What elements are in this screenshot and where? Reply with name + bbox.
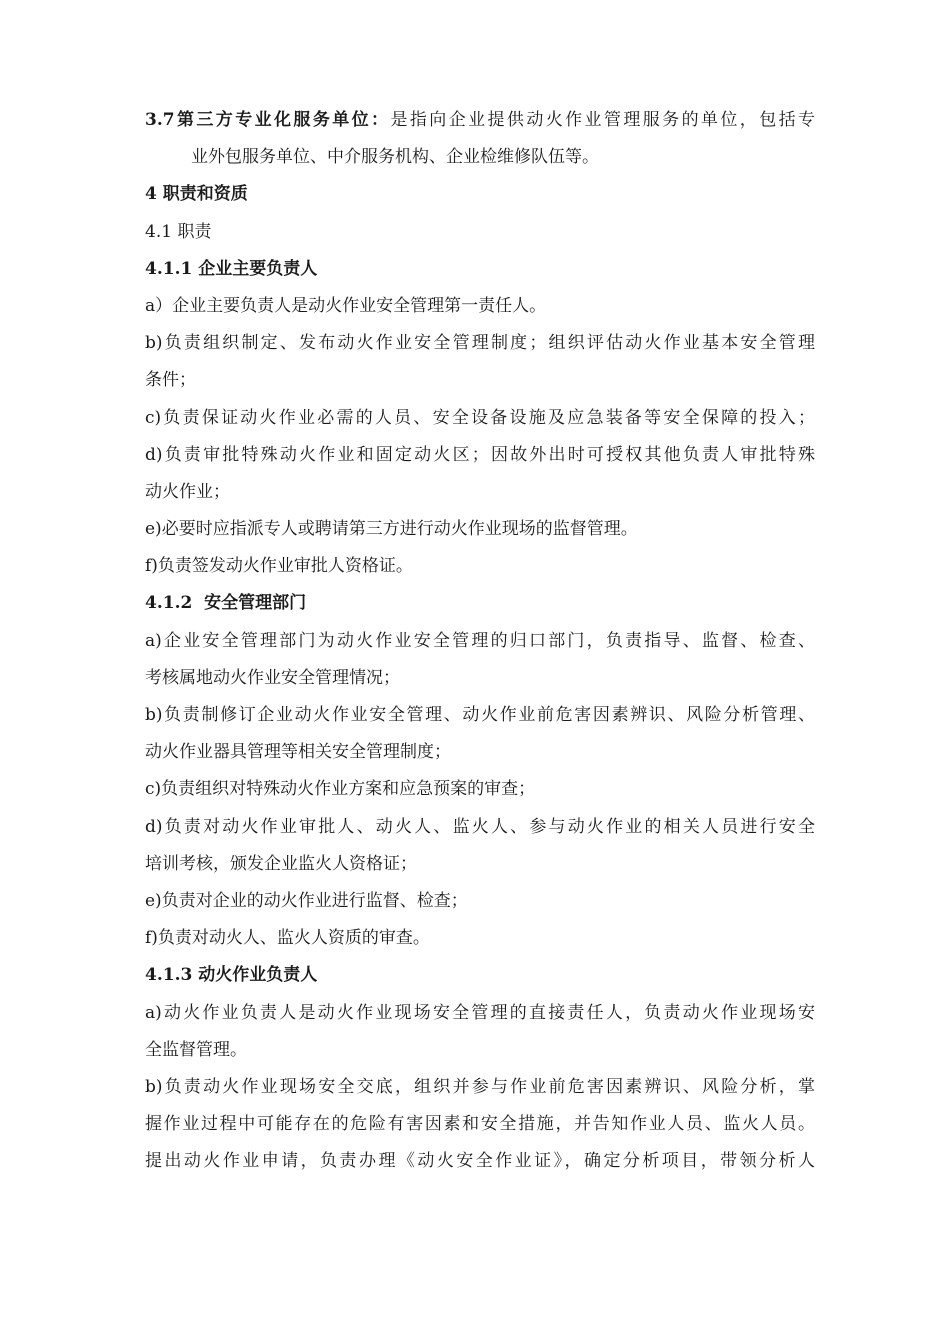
section-4-1-heading: 4.1 职责 bbox=[145, 221, 212, 242]
item-4-1-2-f: f)负责对动火人、监火人资质的审查。 bbox=[145, 928, 430, 949]
item-4-1-3-b-line-3: 提出动火作业申请，负责办理《动火安全作业证》，确定分析项目，带领分析人 bbox=[145, 1151, 815, 1172]
item-4-1-3-b-line-1: b)负责动火作业现场安全交底，组织并参与作业前危害因素辨识、风险分析，掌 bbox=[145, 1076, 815, 1097]
section-4-1-2-heading: 4.1.2 安全管理部门 bbox=[145, 593, 307, 614]
section-4-heading: 4 职责和资质 bbox=[145, 184, 248, 205]
document-body bbox=[145, 102, 815, 1180]
item-4-1-3-b-line-2: 握作业过程中可能存在的危险有害因素和安全措施，并告知作业人员、监火人员。 bbox=[145, 1114, 815, 1135]
item-4-1-2-c: c)负责组织对特殊动火作业方案和应急预案的审查； bbox=[145, 779, 536, 800]
item-4-1-2-d-line-1: d)负责对动火作业审批人、动火人、监火人、参与动火作业的相关人员进行安全 bbox=[145, 816, 815, 837]
item-4-1-1-b-line-2: 条件； bbox=[145, 370, 196, 391]
item-4-1-2-b-line-2: 动火作业器具管理等相关安全管理制度； bbox=[145, 742, 451, 763]
item-4-1-1-c: c)负责保证动火作业必需的人员、安全设备设施及应急装备等安全保障的投入； bbox=[145, 407, 815, 428]
section-3-7-number: 3.7 bbox=[145, 110, 175, 130]
item-4-1-3-a-line-1: a)动火作业负责人是动火作业现场安全管理的直接责任人，负责动火作业现场安 bbox=[145, 1002, 815, 1023]
item-4-1-1-d-line-1: d)负责审批特殊动火作业和固定动火区；因故外出时可授权其他负责人审批特殊 bbox=[145, 444, 815, 465]
item-4-1-1-d-line-2: 动火作业； bbox=[145, 481, 230, 502]
item-4-1-1-f: f)负责签发动火作业审批人资格证。 bbox=[145, 556, 413, 577]
item-4-1-2-a-line-1: a)企业安全管理部门为动火作业安全管理的归口部门，负责指导、监督、检查、 bbox=[145, 630, 815, 651]
item-4-1-2-d-line-2: 培训考核，颁发企业监火人资格证； bbox=[145, 853, 417, 874]
item-4-1-1-e: e)必要时应指派专人或聘请第三方进行动火作业现场的监督管理。 bbox=[145, 519, 638, 540]
item-4-1-1-a: a）企业主要负责人是动火作业安全管理第一责任人。 bbox=[145, 295, 547, 316]
section-3-7-line-2: 业外包服务单位、中介服务机构、企业检维修队伍等。 bbox=[191, 147, 599, 168]
item-4-1-2-e: e)负责对企业的动火作业进行监督、检查； bbox=[145, 890, 468, 911]
item-4-1-2-a-line-2: 考核属地动火作业安全管理情况； bbox=[145, 667, 400, 688]
section-3-7-text: 是指向企业提供动火作业管理服务的单位，包括专 bbox=[390, 110, 816, 130]
section-3-7-term: 第三方专业化服务单位： bbox=[174, 110, 391, 130]
item-4-1-2-b-line-1: b)负责制修订企业动火作业安全管理、动火作业前危害因素辨识、风险分析管理、 bbox=[145, 705, 815, 725]
item-4-1-3-a-line-2: 全监督管理。 bbox=[145, 1039, 247, 1060]
section-4-1-3-heading: 4.1.3 动火作业负责人 bbox=[145, 965, 318, 986]
section-4-1-1-heading: 4.1.1 企业主要负责人 bbox=[145, 258, 318, 279]
item-4-1-1-b-line-1: b)负责组织制定、发布动火作业安全管理制度；组织评估动火作业基本安全管理 bbox=[145, 333, 815, 354]
section-3-7-line-1 bbox=[145, 102, 815, 139]
